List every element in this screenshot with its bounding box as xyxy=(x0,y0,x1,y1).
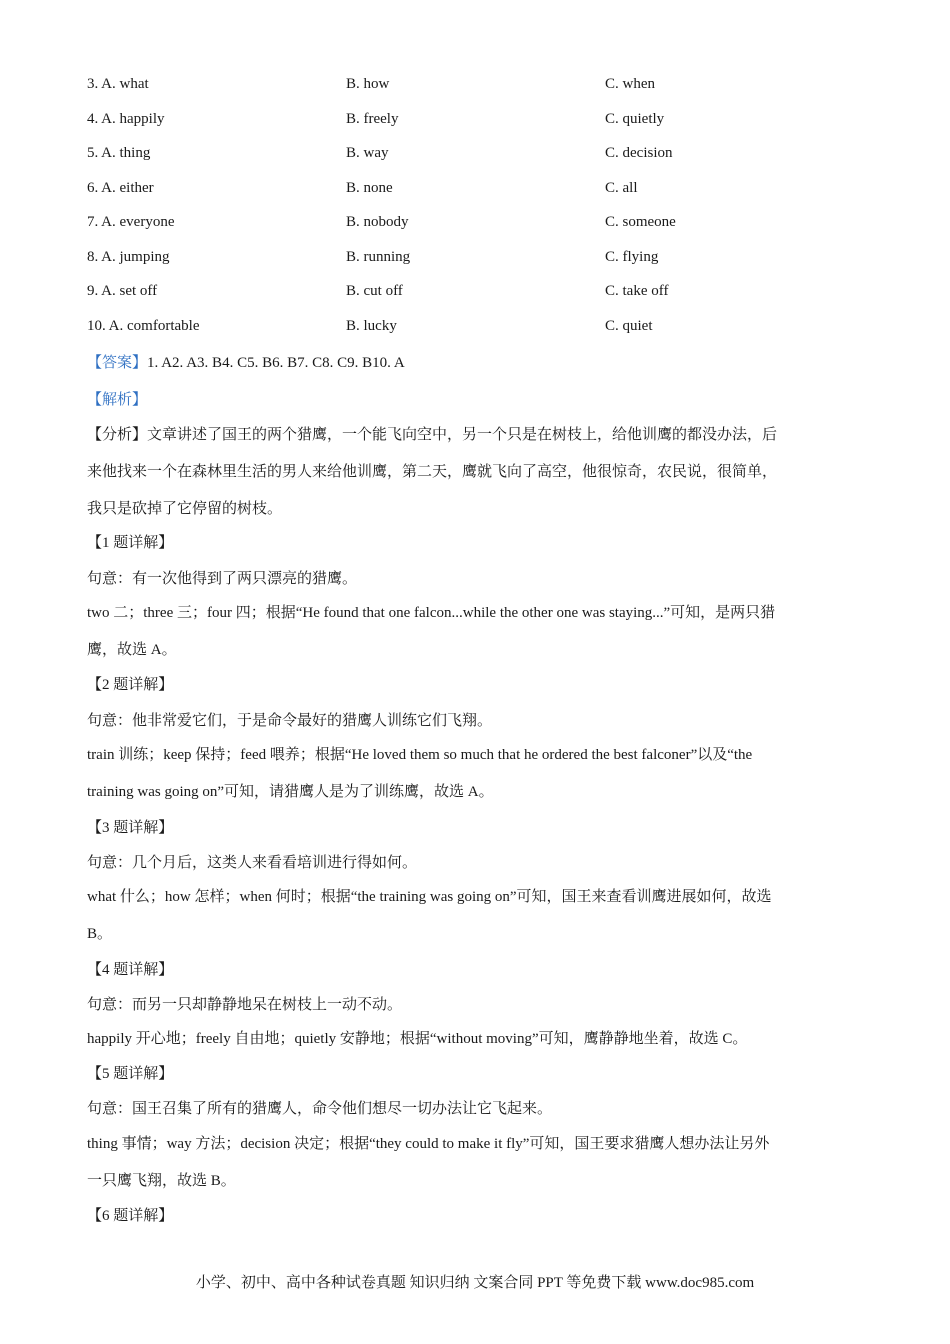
option-c: C. take off xyxy=(605,283,669,299)
text-line: 鹰，故选 A。 xyxy=(87,642,177,658)
option-a: 7. A. everyone xyxy=(87,214,175,230)
answer-item: 7. C xyxy=(297,355,323,371)
text-line: 句意：有一次他得到了两只漂亮的猎鹰。 xyxy=(87,571,358,587)
option-b: B. nobody xyxy=(346,214,409,230)
option-row xyxy=(87,76,867,98)
section-heading: 【4 题详解】 xyxy=(87,962,174,978)
section-heading: 【2 题详解】 xyxy=(87,677,174,693)
text-line: 句意：国王召集了所有的猎鹰人，命令他们想尽一切办法让它飞起来。 xyxy=(87,1101,553,1117)
answer-item: 1. A xyxy=(147,355,173,371)
option-b: B. cut off xyxy=(346,283,403,299)
option-b: B. way xyxy=(346,145,389,161)
option-row xyxy=(87,214,867,236)
option-c: C. quiet xyxy=(605,318,653,334)
section-heading: 【5 题详解】 xyxy=(87,1066,174,1082)
option-b: B. freely xyxy=(346,111,399,127)
answer-item: 2. A xyxy=(172,355,198,371)
text-line: train 训练；keep 保持；feed 喂养；根据“He loved them so much that he ordered the best falconer”以及“the xyxy=(87,747,753,763)
option-row xyxy=(87,318,867,340)
option-a: 6. A. either xyxy=(87,180,154,196)
option-a: 9. A. set off xyxy=(87,283,158,299)
text-line: 句意：而另一只却静静地呆在树枝上一动不动。 xyxy=(87,997,403,1013)
option-b: B. how xyxy=(346,76,390,92)
text-line: happily 开心地；freely 自由地；quietly 安静地；根据“without moving”可知，鹰静静地坐着，故选 C。 xyxy=(87,1031,748,1047)
text-line: thing 事情；way 方法；decision 决定；根据“they could to make it fly”可知，国王要求猎鹰人想办法让另外 xyxy=(87,1136,770,1152)
option-c: C. decision xyxy=(605,145,673,161)
answer-item: 8. C xyxy=(322,355,348,371)
option-row xyxy=(87,111,867,133)
option-b: B. lucky xyxy=(346,318,397,334)
text-line: 句意：几个月后，这类人来看看培训进行得如何。 xyxy=(87,855,418,871)
option-c: C. all xyxy=(605,180,638,196)
option-a: 8. A. jumping xyxy=(87,249,170,265)
text-line: 句意：他非常爱它们，于是命令最好的猎鹰人训练它们飞翔。 xyxy=(87,713,493,729)
text-line: training was going on”可知，请猎鹰人是为了训练鹰，故选 A。 xyxy=(87,784,494,800)
section-heading: 【6 题详解】 xyxy=(87,1208,174,1224)
option-row xyxy=(87,249,867,271)
analysis-label: 【解析】 xyxy=(87,392,148,408)
option-c: C. someone xyxy=(605,214,676,230)
option-c: C. flying xyxy=(605,249,659,265)
text-line: 【分析】文章讲述了国王的两个猎鹰，一个能飞向空中，另一个只是在树枝上，给他训鹰的都没办法，后 xyxy=(87,427,778,443)
answer-item: 9. B xyxy=(347,355,373,371)
text-line: 来他找来一个在森林里生活的男人来给他训鹰，第二天，鹰就飞向了高空，他很惊奇，农民说，很简单， xyxy=(87,464,778,480)
answer-item: 5. B xyxy=(247,355,273,371)
answer-item: 4. C xyxy=(222,355,248,371)
text-line: what 什么；how 怎样；when 何时；根据“the training was going on”可知，国王来查看训鹰进展如何，故选 xyxy=(87,889,772,905)
answer-row xyxy=(87,351,867,372)
option-c: C. quietly xyxy=(605,111,665,127)
answer-item: 6. B xyxy=(272,355,298,371)
answer-item: 10. A xyxy=(372,355,405,371)
page-footer: 小学、初中、高中各种试卷真题 知识归纳 文案合同 PPT 等免费下载 www.doc985.com xyxy=(195,1275,755,1291)
option-a: 5. A. thing xyxy=(87,145,151,161)
answer-items xyxy=(147,355,405,371)
option-a: 3. A. what xyxy=(87,76,149,92)
section-heading: 【3 题详解】 xyxy=(87,820,174,836)
option-row xyxy=(87,145,867,167)
text-line: 一只鹰飞翔，故选 B。 xyxy=(87,1173,236,1189)
option-a: 10. A. comfortable xyxy=(87,318,200,334)
option-b: B. running xyxy=(346,249,411,265)
option-c: C. when xyxy=(605,76,655,92)
answer-item: 3. B xyxy=(197,355,223,371)
option-row xyxy=(87,180,867,202)
text-line: B。 xyxy=(87,926,113,942)
option-row xyxy=(87,283,867,305)
text-line: two 二；three 三；four 四；根据“He found that one falcon...while the other one was staying...”可知，是两只猎 xyxy=(87,605,776,621)
section-heading: 【1 题详解】 xyxy=(87,535,174,551)
option-a: 4. A. happily xyxy=(87,111,165,127)
answer-label: 【答案】 xyxy=(87,355,148,371)
text-line: 我只是砍掉了它停留的树枝。 xyxy=(87,501,283,517)
option-b: B. none xyxy=(346,180,393,196)
